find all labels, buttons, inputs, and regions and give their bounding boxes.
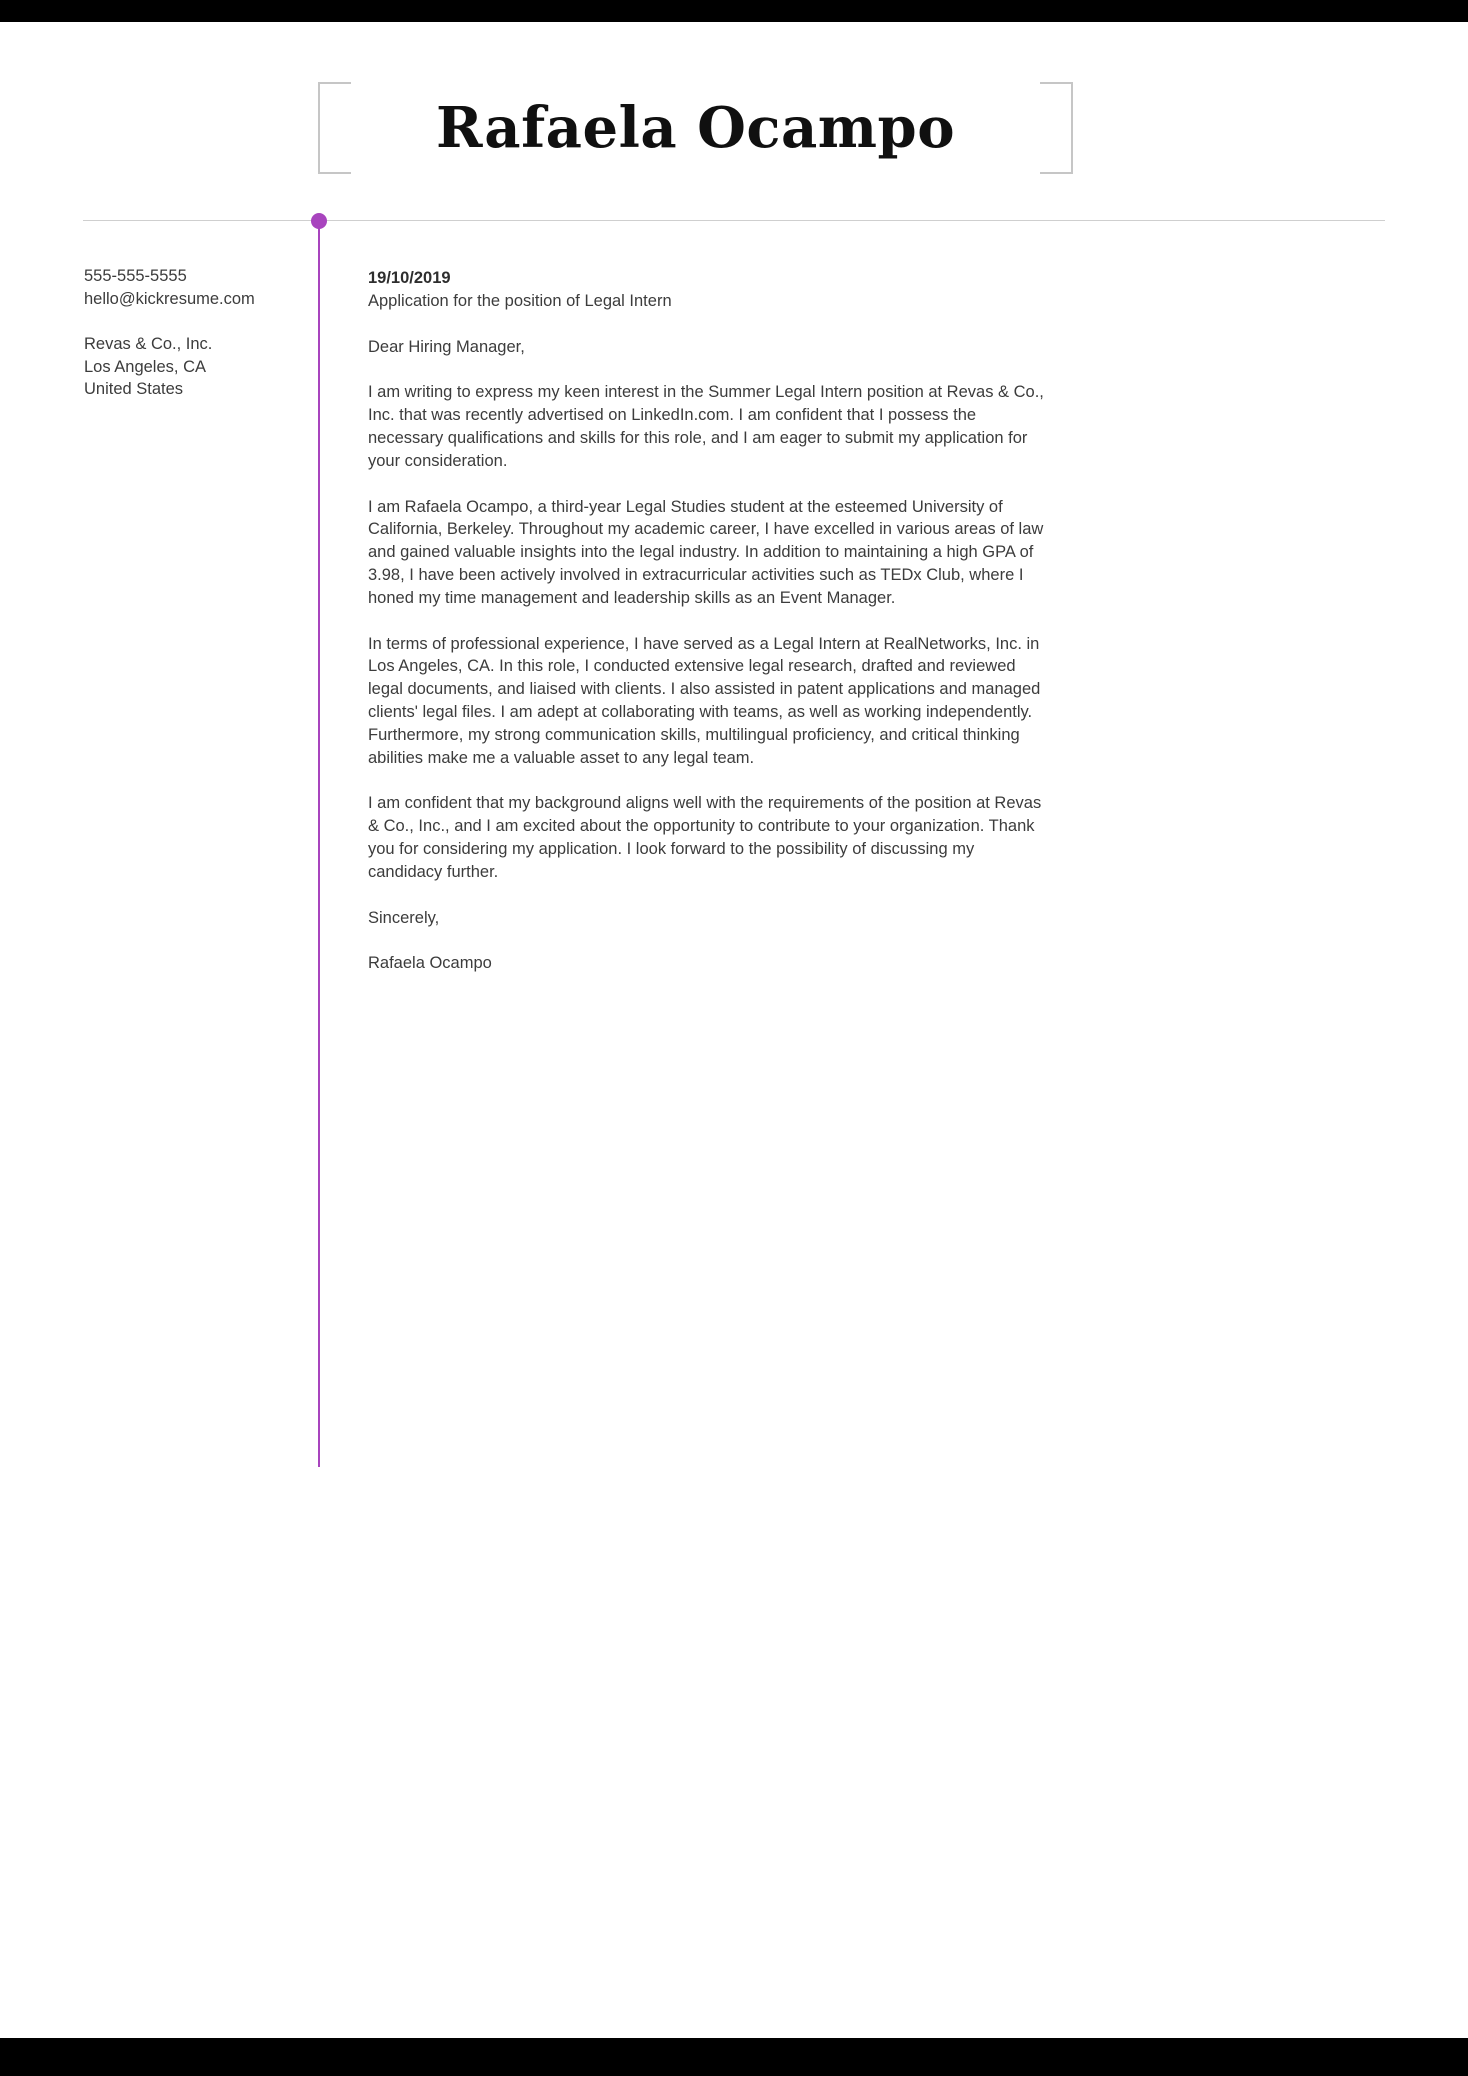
letter-paragraph: I am Rafaela Ocampo, a third-year Legal Studies student at the esteemed University of California, Berkeley. Throughout my academic career, I have excelled in various areas of law and gained valuable insights into the legal industry. In addition to maintaining a high GPA of 3.98, I have been actively involved in extracurricular activities such as TEDx Club, where I honed my time management and leadership skills as an Event Manager. <box>368 497 1044 607</box>
letter-paragraph: I am confident that my background aligns well with the requirements of the position at Revas & Co., Inc., and I am excited about the opportunity to contribute to your organization. Thank you for considering my application. I look forward to the possibility of discussing my candidacy further. <box>368 794 1042 881</box>
recipient-company: Revas & Co., Inc. <box>84 335 213 353</box>
letter-paragraph: I am writing to express my keen interest in the Summer Legal Intern position at Revas & Co., Inc. that was recently advertised on LinkedIn.com. I am confident that I possess the necessary qualifications and skills for this role, and I am eager to submit my application for your consideration. <box>368 383 1044 470</box>
letter-body <box>368 267 1048 975</box>
letter-paragraph: In terms of professional experience, I have served as a Legal Intern at RealNetworks, Inc. in Los Angeles, CA. In this role, I conducted extensive legal research, drafted and reviewed legal documents, and liaised with clients. I also assisted in patent applications and managed clients' legal files. I am adept at collaborating with teams, as well as working independently. Furthermore, my strong communication skills, multilingual proficiency, and critical thinking abilities make me a valuable asset to any legal team. <box>368 634 1041 767</box>
header-divider <box>83 220 1385 221</box>
recipient-block <box>84 333 294 401</box>
letter-salutation: Dear Hiring Manager, <box>368 337 525 356</box>
letter-closing: Sincerely, <box>368 908 440 927</box>
contact-email: hello@kickresume.com <box>84 289 255 308</box>
accent-vertical-line <box>318 227 320 1467</box>
contact-phone: 555-555-5555 <box>84 267 187 285</box>
page-title: Rafaela Ocampo <box>435 95 956 161</box>
letter-subject: Application for the position of Legal Intern <box>368 291 672 310</box>
letter-date: 19/10/2019 <box>368 269 451 287</box>
contact-block <box>84 265 294 310</box>
recipient-city-state: Los Angeles, CA <box>84 357 206 376</box>
recipient-country: United States <box>84 380 184 398</box>
sidebar <box>84 265 294 401</box>
letter-header <box>0 22 1468 212</box>
cover-letter-page <box>0 22 1468 2038</box>
letter-signature: Rafaela Ocampo <box>368 954 492 973</box>
